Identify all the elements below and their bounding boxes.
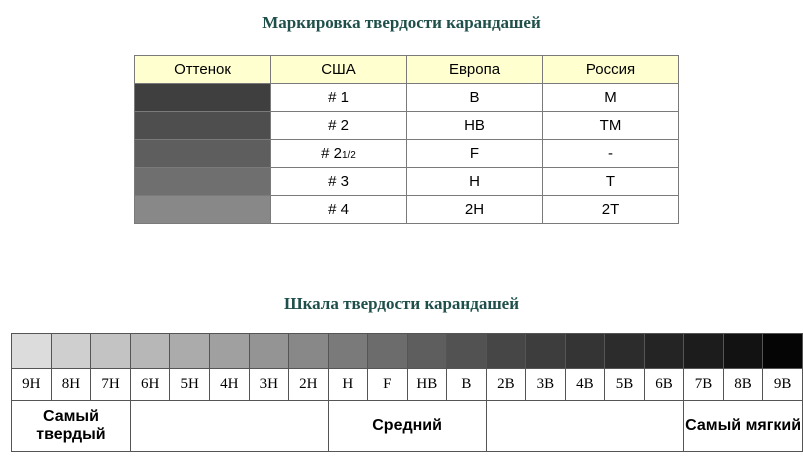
scale-grade-label: B xyxy=(447,369,486,401)
scale-grade-label: 5H xyxy=(170,369,210,401)
usa-grade-text: # 4 xyxy=(328,201,349,218)
usa-grade xyxy=(271,84,407,112)
header-usa: США xyxy=(271,56,407,84)
scale-grade-label: 9H xyxy=(12,369,52,401)
scale-grade-label: 3B xyxy=(526,369,566,401)
scale-grade-label: 5B xyxy=(605,369,645,401)
group-softest: Самый мягкий xyxy=(684,401,803,452)
usa-grade-text: # 2 xyxy=(321,145,342,162)
scale-grade-label: 8H xyxy=(51,369,91,401)
usa-grade xyxy=(271,196,407,224)
scale-color-swatch xyxy=(407,334,447,369)
scale-color-swatch xyxy=(12,334,52,369)
marking-row xyxy=(135,140,679,168)
usa-grade-text: # 2 xyxy=(328,117,349,134)
scale-color-swatch xyxy=(51,334,91,369)
russia-grade: T xyxy=(543,168,679,196)
scale-grade-label: 2B xyxy=(486,369,526,401)
marking-row xyxy=(135,168,679,196)
scale-grade-label: 4H xyxy=(209,369,249,401)
scale-grade-label: 6H xyxy=(130,369,170,401)
europe-grade: F xyxy=(407,140,543,168)
usa-grade-fraction: 1/2 xyxy=(341,150,356,161)
scale-color-swatch xyxy=(130,334,170,369)
scale-grade-label: 2H xyxy=(289,369,329,401)
scale-color-swatch xyxy=(526,334,566,369)
europe-grade: B xyxy=(407,84,543,112)
scale-grade-label: 8B xyxy=(723,369,763,401)
scale-grade-label: HB xyxy=(407,369,447,401)
scale-grade-label: 7H xyxy=(91,369,131,401)
scale-color-swatch xyxy=(368,334,407,369)
scale-color-swatch xyxy=(723,334,763,369)
marking-table-title: Маркировка твердости карандашей xyxy=(262,13,541,32)
scale-grade-label: H xyxy=(328,369,367,401)
scale-color-swatch xyxy=(763,334,803,369)
header-shade: Оттенок xyxy=(135,56,271,84)
usa-grade-text: # 1 xyxy=(328,89,349,106)
europe-grade: 2H xyxy=(407,196,543,224)
shade-swatch xyxy=(135,140,271,168)
shade-swatch xyxy=(135,196,271,224)
marking-row xyxy=(135,112,679,140)
header-europe: Европа xyxy=(407,56,543,84)
usa-grade xyxy=(271,168,407,196)
scale-grade-label: 4B xyxy=(565,369,605,401)
scale-color-swatch xyxy=(289,334,329,369)
marking-table xyxy=(134,55,679,224)
shade-swatch-fill xyxy=(135,140,270,167)
scale-color-swatch xyxy=(486,334,526,369)
scale-table-title: Шкала твердости карандашей xyxy=(283,294,520,313)
russia-grade: M xyxy=(543,84,679,112)
scale-grade-label: 9B xyxy=(763,369,803,401)
russia-grade: TM xyxy=(543,112,679,140)
scale-grade-label: F xyxy=(368,369,407,401)
group-empty-left xyxy=(130,401,328,452)
header-russia: Россия xyxy=(543,56,679,84)
russia-grade: - xyxy=(543,140,679,168)
europe-grade: H xyxy=(407,168,543,196)
russia-grade: 2T xyxy=(543,196,679,224)
group-medium: Средний xyxy=(328,401,486,452)
scale-color-swatch xyxy=(328,334,367,369)
scale-color-swatch xyxy=(91,334,131,369)
europe-grade: HB xyxy=(407,112,543,140)
scale-color-swatch xyxy=(209,334,249,369)
scale-grade-label: 7B xyxy=(684,369,724,401)
scale-color-swatch xyxy=(644,334,684,369)
shade-swatch-fill xyxy=(135,112,270,139)
shade-swatch-fill xyxy=(135,196,270,223)
group-empty-right xyxy=(486,401,684,452)
hardness-scale-table xyxy=(11,333,803,452)
scale-color-swatch xyxy=(249,334,289,369)
usa-grade xyxy=(271,140,407,168)
scale-color-swatch xyxy=(605,334,645,369)
usa-grade-text: # 3 xyxy=(328,173,349,190)
marking-row xyxy=(135,84,679,112)
scale-color-swatch xyxy=(684,334,724,369)
scale-color-swatch xyxy=(447,334,486,369)
marking-row xyxy=(135,196,679,224)
scale-grade-label: 6B xyxy=(644,369,684,401)
shade-swatch-fill xyxy=(135,168,270,195)
scale-color-swatch xyxy=(565,334,605,369)
scale-color-swatch xyxy=(170,334,210,369)
shade-swatch xyxy=(135,84,271,112)
scale-grade-label: 3H xyxy=(249,369,289,401)
shade-swatch xyxy=(135,112,271,140)
group-hardest: Самый твердый xyxy=(12,401,131,452)
usa-grade xyxy=(271,112,407,140)
shade-swatch xyxy=(135,168,271,196)
shade-swatch-fill xyxy=(135,84,270,111)
